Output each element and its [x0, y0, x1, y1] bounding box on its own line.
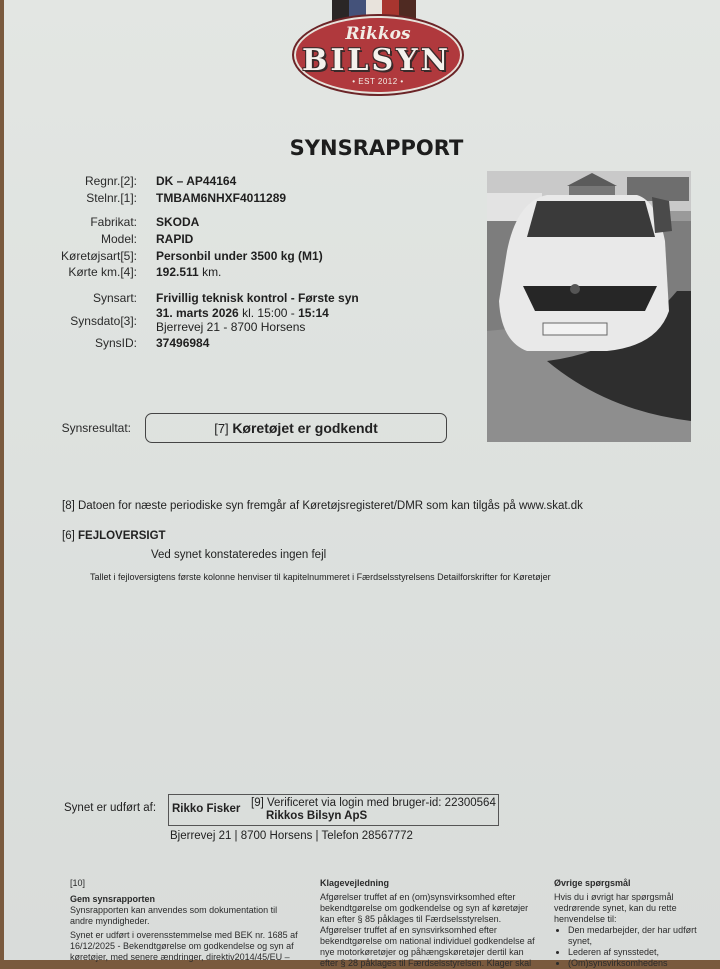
inspection-report-page — [4, 0, 720, 968]
regnr-label: Regnr.[2]: — [84, 174, 137, 188]
vehicle-photo — [487, 171, 691, 442]
complaints-heading: Klagevejledning — [320, 878, 390, 888]
synsdato-address: Bjerrevej 21 - 8700 Horsens — [156, 320, 306, 334]
faults-footnote: Tallet i fejloversigtens første kolonne henviser til kapitelnummeret i Færdselsstyrelsens Detailforskrifter for Køretøjer — [90, 572, 551, 582]
stelnr-label: Stelnr.[1]: — [86, 191, 137, 205]
synsart-label: Synsart: — [92, 291, 137, 305]
stelnr-value: TMBAM6NHXF4011289 — [156, 191, 287, 205]
complaints-p2: Afgørelser truffet af en synsvirksomhed efter bekendtgørelse om national individuel godkendelse af nye motorkøretøjer og påhængskøretøjer dertil kan efter § 28 påklages til Færdselsstyrelsen. Klager skal — [320, 925, 535, 968]
faults-title: FEJLOVERSIGT — [78, 530, 166, 542]
contact-list-item: • (Om)synsvirksomhedens — [568, 958, 714, 969]
fabrikat-value: SKODA — [156, 215, 200, 229]
save-report-p2: Synet er udført i overensstemmelse med BEK nr. 1685 af 16/12/2025 - Bekendtgørelse om godkendelse og syn af køretøjer, med senere ændringer, direktiv2014/45/EU – — [70, 930, 298, 962]
koretojsart-label: Køretøjsart[5]: — [60, 249, 137, 263]
rikkos-bilsyn-logo — [254, 0, 499, 96]
next-inspection-note: [8] Datoen for næste periodiske syn fremgår af Køretøjsregisteret/DMR som kan tilgås på www.skat.dk — [62, 500, 583, 512]
inspector-name: Rikko Fisker — [172, 803, 241, 815]
koretojsart-value: Personbil under 3500 kg (M1) — [156, 249, 323, 263]
save-report-p1: Synsrapporten kan anvendes som dokumentation til andre myndigheder. — [70, 905, 278, 926]
contact-list-item: • Den medarbejder, der har udført synet, — [568, 925, 714, 947]
km-value: 192.511 — [156, 265, 199, 279]
footer-complaints — [320, 878, 542, 969]
signature-box — [168, 794, 499, 826]
faults-text: Ved synet konstateredes ingen fejl — [151, 549, 327, 561]
result-badge — [145, 413, 447, 443]
save-report-heading: Gem synsrapporten — [70, 894, 156, 904]
km-unit: km. — [202, 265, 222, 279]
model-value: RAPID — [156, 232, 194, 246]
complaints-p1: Afgørelser truffet af en (om)synsvirksomhed efter bekendtgørelse om godkendelse og syn af køretøjer kan efter § 85 påklages til Færdselsstyrelsen. — [320, 892, 529, 924]
other-questions-heading: Øvrige spørgsmål — [554, 878, 631, 888]
logo-established: • EST 2012 • — [352, 77, 404, 86]
contact-list — [554, 925, 714, 969]
footer-ref: [10] — [70, 878, 86, 888]
synsdato-date: 31. marts 2026 — [156, 306, 239, 320]
page-title: SYNSRAPPORT — [289, 136, 464, 160]
company-name: Rikkos Bilsyn ApS — [266, 810, 368, 822]
logo-name: BILSYN — [302, 43, 451, 78]
synsid-value: 37496984 — [156, 336, 210, 350]
model-label: Model: — [100, 232, 137, 246]
footer-save-report — [70, 878, 302, 963]
result-ref: [7] — [214, 421, 229, 436]
signature-label: Synet er udført af: — [64, 802, 157, 814]
synsart-value: Frivillig teknisk kontrol - Første syn — [156, 291, 359, 305]
km-label: Kørte km.[4]: — [68, 265, 137, 279]
regnr-value: DK – AP44164 — [156, 174, 237, 188]
company-contact: Bjerrevej 21 | 8700 Horsens | Telefon 28567772 — [170, 830, 413, 842]
result-value: Køretøjet er godkendt — [232, 420, 378, 436]
footer-other-questions — [554, 878, 714, 969]
contact-list-item: • Lederen af synsstedet, — [568, 947, 714, 958]
synsdato-time: kl. 15:00 - — [242, 306, 295, 320]
other-questions-p1: Hvis du i øvrigt har spørgsmål vedrørende synet, kan du rette henvendelse til: — [554, 892, 677, 924]
verified-text: [9] Verificeret via login med bruger-id: 22300564 — [251, 797, 496, 809]
result-label: Synsresultat: — [61, 421, 131, 435]
faults-heading — [62, 529, 166, 544]
synsdato-end: 15:14 — [298, 306, 329, 320]
logo-script: Rikkos — [345, 24, 411, 44]
synsdato-label: Synsdato[3]: — [70, 314, 137, 328]
faults-ref: [6] — [62, 530, 75, 542]
fabrikat-label: Fabrikat: — [90, 215, 137, 229]
synsid-label: SynsID: — [94, 336, 137, 350]
